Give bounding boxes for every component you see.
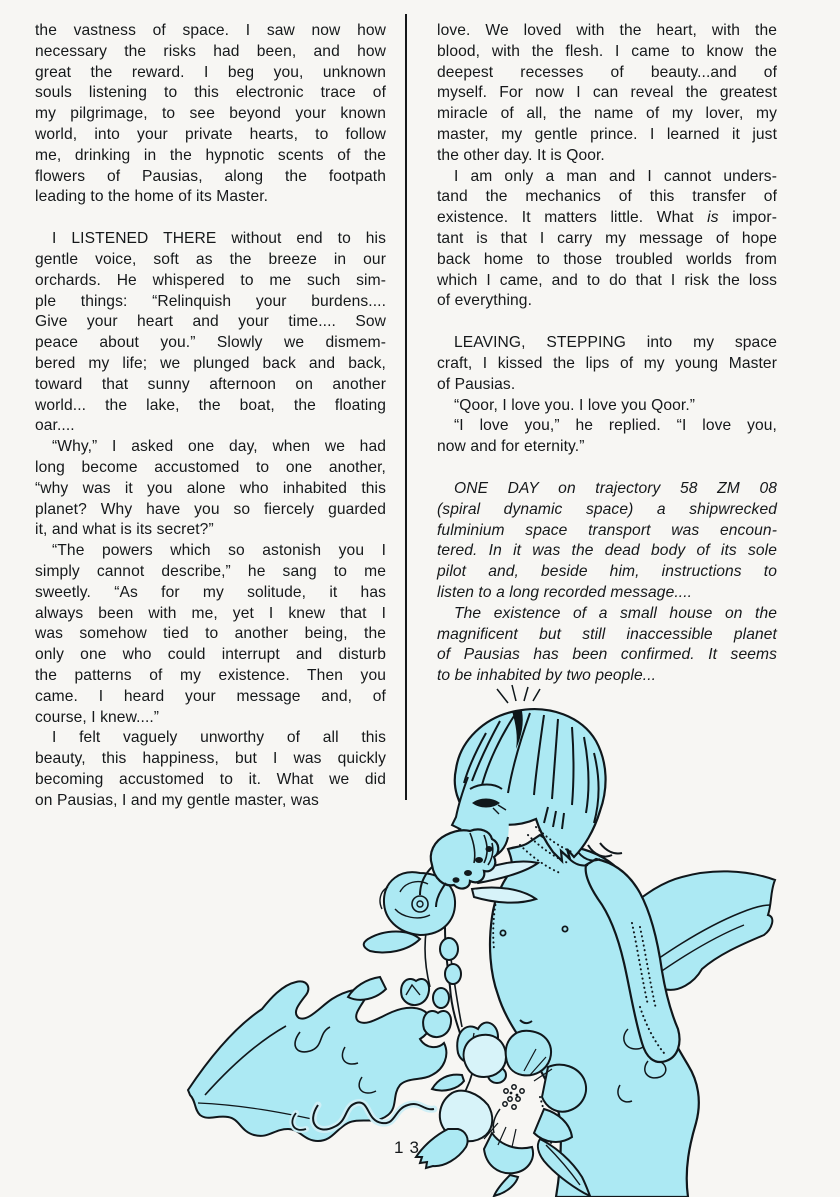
text-line: now and for eternity.” bbox=[437, 438, 585, 456]
text-line: tant is that I carry my message of hope bbox=[437, 229, 777, 247]
text-line: of Pausias. bbox=[437, 375, 516, 393]
text-line: ONE DAY on trajectory 58 ZM 08 bbox=[454, 479, 777, 497]
paragraph bbox=[437, 479, 777, 604]
fingernail bbox=[453, 877, 460, 883]
figure-with-flowers-illustration bbox=[0, 677, 840, 1197]
text-line: existence. It matters little. What is impor- bbox=[437, 209, 777, 227]
text-line: master, my gentle prince. I learned it just bbox=[437, 125, 777, 143]
text-line: great the reward. I beg you, unknown bbox=[35, 63, 386, 81]
text-line: fulminium space transport was encoun- bbox=[437, 521, 777, 539]
text-line: souls listening to this electronic trace of bbox=[35, 84, 386, 102]
text-line: miracle of all, the name of my lover, my bbox=[437, 105, 777, 123]
text-line: toward that sunny afternoon on another bbox=[35, 375, 386, 393]
paragraph bbox=[35, 229, 386, 437]
text-line: necessary the risks had been, and how bbox=[35, 42, 386, 60]
text-line: to be inhabited by two people... bbox=[437, 667, 657, 685]
text-line: bered my life; we plunged back and back, bbox=[35, 354, 386, 372]
text-line: course, I knew....” bbox=[35, 708, 160, 726]
text-line: Give your heart and your time.... Sow bbox=[35, 313, 386, 331]
text-line: came. I heard your message and, of bbox=[35, 687, 386, 705]
text-line: “why was it you alone who inhabited this bbox=[35, 479, 386, 497]
stamens bbox=[503, 1085, 524, 1109]
text-line: sweetly. “As for my solitude, it has bbox=[35, 583, 386, 601]
page-number: 13 bbox=[394, 1138, 425, 1157]
text-line: ple things: “Relinquish your burdens.... bbox=[35, 292, 386, 310]
text-line: blood, with the flesh. I came to know the bbox=[437, 42, 777, 60]
text-line: of everything. bbox=[437, 292, 533, 310]
right-text-column bbox=[437, 21, 777, 687]
text-line: of Pausias has been confirmed. It seems bbox=[437, 646, 777, 664]
text-line: flowers of Pausias, along the footpath bbox=[35, 167, 386, 185]
paragraph bbox=[437, 333, 777, 395]
paragraph bbox=[437, 396, 777, 417]
text-line: was somehow tied to another being, the bbox=[35, 625, 386, 643]
text-line: tand the mechanics of this transfer of bbox=[437, 188, 777, 206]
text-line: becoming accustomed to it. What we did bbox=[35, 770, 386, 788]
paragraph bbox=[35, 437, 386, 541]
text-line: world, into your private hearts, to follow bbox=[35, 125, 386, 143]
text-line: “Why,” I asked one day, when we had bbox=[52, 438, 386, 456]
text-line: LEAVING, STEPPING into my space bbox=[454, 334, 777, 352]
text-line: always been with me, yet I knew that I bbox=[35, 604, 386, 622]
text-line: “I love you,” he replied. “I love you, bbox=[454, 417, 777, 435]
text-line: peace about you.” Slowly we dismem- bbox=[35, 334, 386, 352]
text-line: listen to a long recorded message.... bbox=[437, 583, 693, 601]
left-swirl-ornament bbox=[188, 981, 446, 1141]
paragraph bbox=[437, 416, 777, 458]
text-line: the vastness of space. I saw now how bbox=[35, 22, 386, 39]
text-line: “Qoor, I love you. I love you Qoor.” bbox=[454, 396, 696, 414]
text-line: (spiral dynamic space) a shipwrecked bbox=[437, 500, 777, 518]
text-line: pilot and, beside him, instructions to bbox=[437, 563, 777, 581]
text-line: it, and what is its secret?” bbox=[35, 521, 214, 539]
text-line: oar.... bbox=[35, 417, 75, 435]
text-line: I felt vaguely unworthy of all this bbox=[52, 729, 386, 747]
text-line: myself. For now I can reveal the greatest bbox=[437, 84, 777, 102]
text-line: simply cannot describe,” he sang to me bbox=[35, 562, 386, 580]
paragraph bbox=[35, 21, 386, 208]
text-line: orchards. He whispered to me such sim- bbox=[35, 271, 386, 289]
flyaway-hairs bbox=[497, 685, 540, 703]
text-line: which I came, and to do that I risk the loss bbox=[437, 271, 777, 289]
text-line: gentle voice, soft as the breeze in our bbox=[35, 250, 386, 268]
text-line: the patterns of my existence. Then you bbox=[35, 666, 386, 684]
text-line: “The powers which so astonish you I bbox=[52, 542, 386, 560]
text-line: planet? Why have you so fiercely guarded bbox=[35, 500, 386, 518]
text-line: I LISTENED THERE without end to his bbox=[52, 230, 386, 248]
text-line: leading to the home of its Master. bbox=[35, 188, 269, 206]
text-line: on Pausias, I and my gentle master, was bbox=[35, 791, 319, 809]
text-line: magnificent but still inaccessible planet bbox=[437, 625, 777, 643]
text-line: I am only a man and I cannot unders- bbox=[454, 167, 777, 185]
paragraph bbox=[437, 167, 777, 313]
text-line: tered. In it was the dead body of its sole bbox=[437, 542, 777, 560]
text-line: beauty, this happiness, but I was quickly bbox=[35, 750, 386, 768]
text-line: world... the lake, the boat, the floating bbox=[35, 396, 386, 414]
paragraph bbox=[437, 21, 777, 167]
text-line: only one who could interrupt and disturb bbox=[35, 646, 386, 664]
text-line: craft, I kissed the lips of my young Master bbox=[437, 354, 777, 372]
text-line: back home to those troubled worlds from bbox=[437, 250, 777, 268]
text-line: love. We loved with the heart, with the bbox=[437, 22, 777, 39]
fingernail bbox=[464, 870, 472, 876]
text-line: the other day. It is Qoor. bbox=[437, 146, 605, 164]
text-line: long become accustomed to one another, bbox=[35, 458, 386, 476]
text-line: The existence of a small house on the bbox=[454, 604, 777, 622]
fingernail bbox=[486, 846, 493, 852]
fingernail bbox=[475, 857, 483, 863]
paragraph bbox=[437, 604, 777, 687]
text-line: my pilgrimage, to see beyond your known bbox=[35, 105, 386, 123]
text-line: deepest recesses of beauty...and of bbox=[437, 63, 777, 81]
text-line: me, drinking in the hypnotic scents of the bbox=[35, 146, 386, 164]
